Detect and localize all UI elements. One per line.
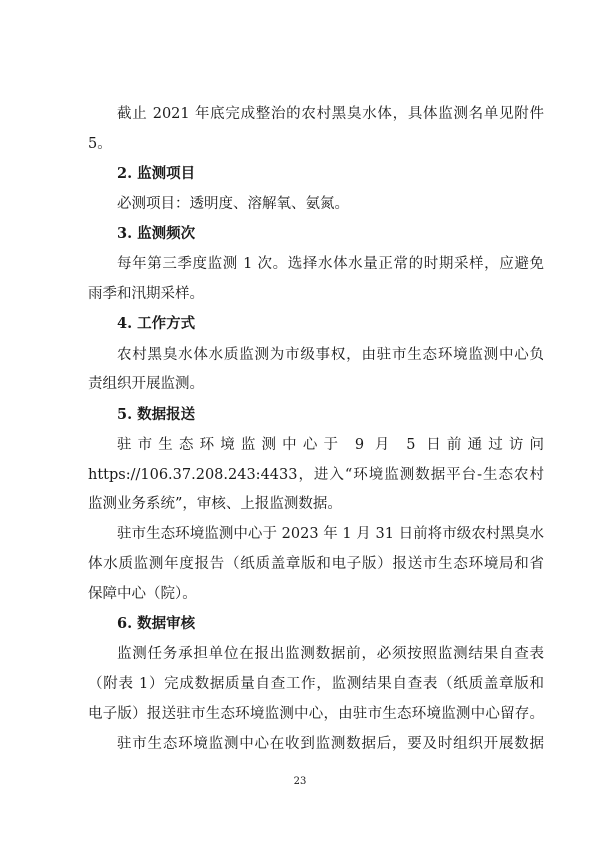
- paragraph-line: 保障中心（院）。: [88, 586, 197, 602]
- paragraph-line: 截止 2021 年底完成整治的农村黑臭水体，具体监测名单见附件: [117, 106, 544, 122]
- paragraph-line: 驻市生态环境监测中心于 2023 年 1 月 31 日前将市级农村黑臭水: [117, 526, 544, 542]
- paragraph-line: 电子版）报送驻市生态环境监测中心，由驻市生态环境监测中心留存。: [88, 706, 544, 722]
- paragraph-line: 雨季和汛期采样。: [88, 286, 204, 302]
- paragraph-line: 驻市生态环境监测中心于 9 月 5 日前通过访问: [117, 437, 544, 453]
- paragraph-line: 责组织开展监测。: [88, 376, 204, 392]
- paragraph-line: 每年第三季度监测 1 次。选择水体水量正常的时期采样，应避免: [117, 256, 544, 272]
- paragraph-line: 农村黑臭水体水质监测为市级事权，由驻市生态环境监测中心负: [117, 347, 544, 363]
- paragraph-line: 驻市生态环境监测中心在收到监测数据后，要及时组织开展数据: [117, 736, 544, 752]
- paragraph-line: （附表 1）完成数据质量自查工作，监测结果自查表（纸质盖章版和: [88, 676, 544, 692]
- section-heading-data-review: 6. 数据审核: [117, 615, 196, 632]
- section-heading-data-submission: 5. 数据报送: [117, 406, 196, 423]
- page-number: 23: [293, 776, 307, 787]
- paragraph-line: 监测任务承担单位在报出监测数据前，必须按照监测结果自查表: [117, 646, 544, 662]
- section-heading-monitoring-frequency: 3. 监测频次: [117, 225, 196, 242]
- section-heading-monitoring-items: 2. 监测项目: [117, 165, 196, 182]
- paragraph-line: 5。: [88, 136, 112, 152]
- paragraph-line: 体水质监测年度报告（纸质盖章版和电子版）报送市生态环境局和省: [88, 556, 544, 572]
- section-heading-work-method: 4. 工作方式: [117, 315, 196, 332]
- paragraph-line: https://106.37.208.243:4433，进入“环境监测数据平台-生态农村: [88, 467, 544, 483]
- paragraph-line: 必测项目：透明度、溶解氧、氨氮。: [117, 196, 349, 212]
- paragraph-line: 监测业务系统”，审核、上报监测数据。: [88, 496, 342, 512]
